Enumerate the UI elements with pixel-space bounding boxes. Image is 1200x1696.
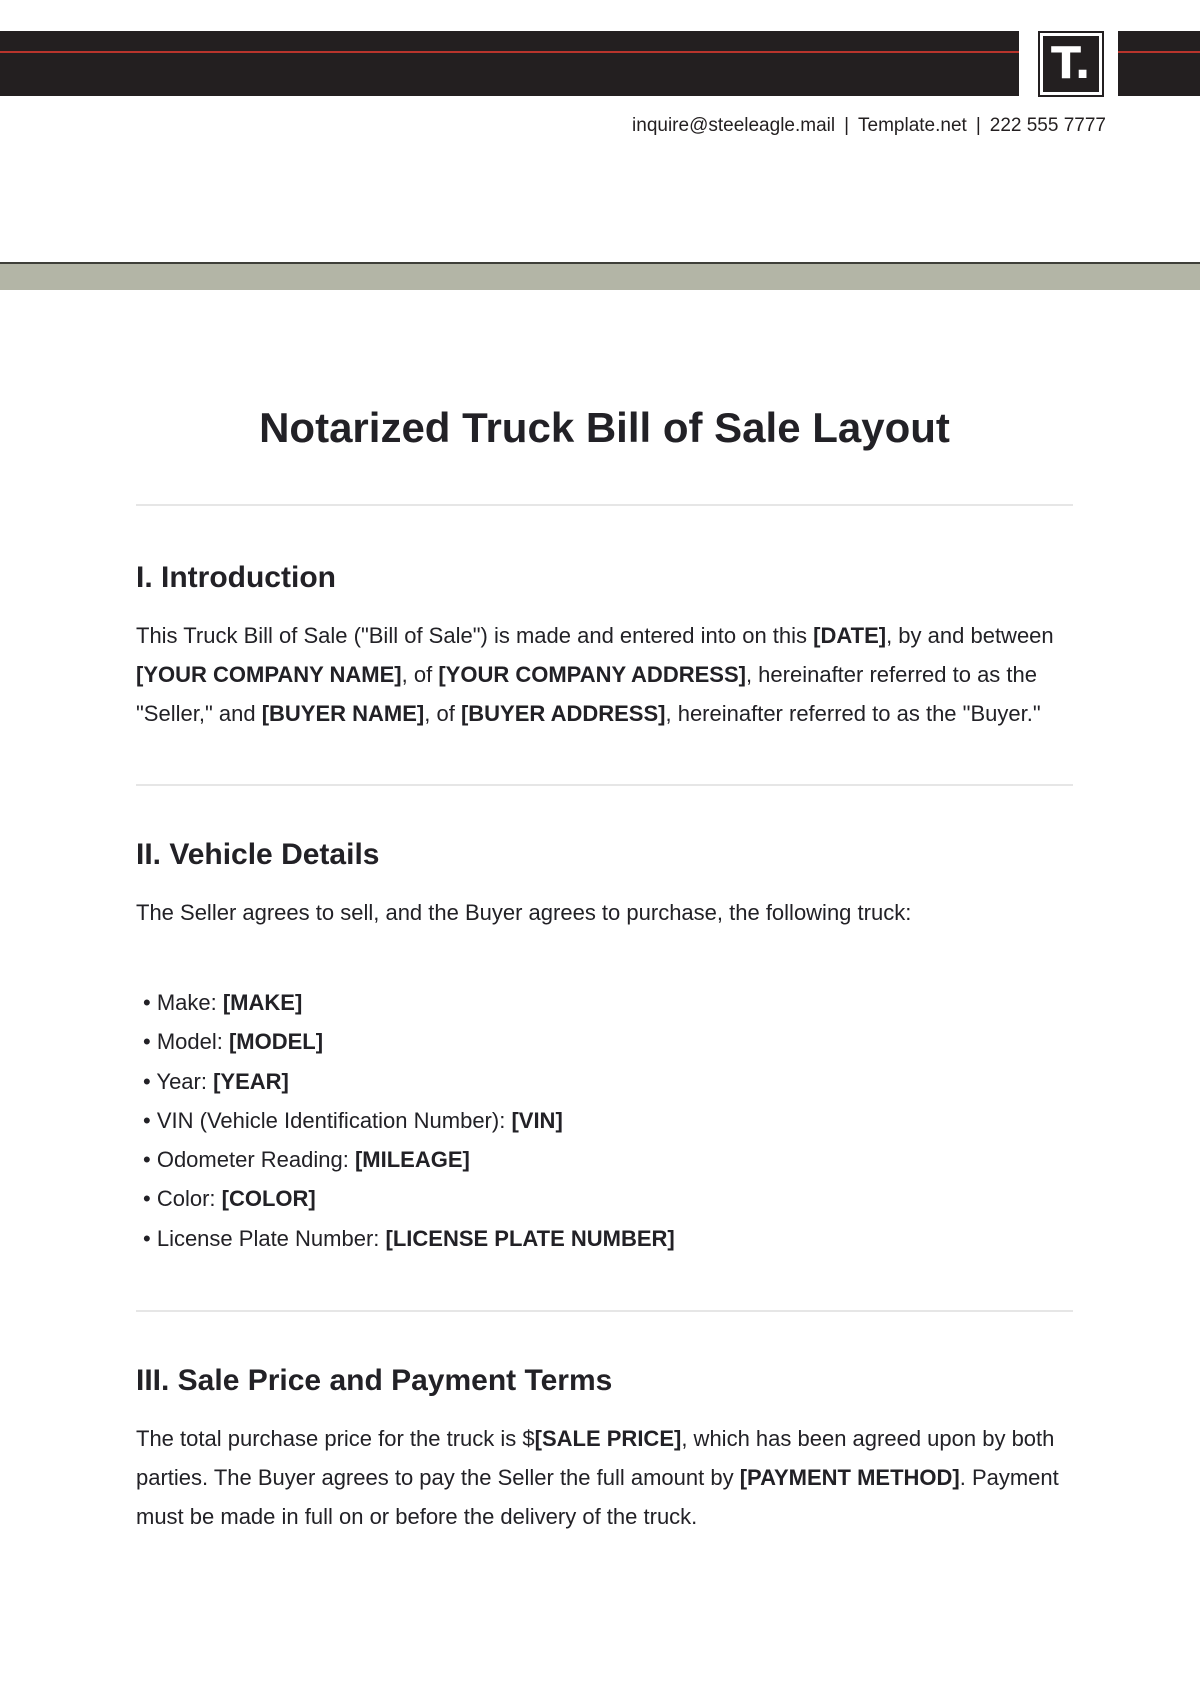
item-label: Model: xyxy=(156,1029,229,1055)
section-vehicle-details xyxy=(136,838,1073,1258)
item-label: Year: xyxy=(156,1068,214,1094)
item-value: [COLOR] xyxy=(221,1186,316,1212)
list-item: • VIN (Vehicle Identification Number): [VIN] xyxy=(143,1107,563,1133)
divider xyxy=(136,784,1073,786)
vehicle-lead: The Seller agrees to sell, and the Buyer agrees to purchase, the following truck: xyxy=(136,900,912,925)
terms-text: , which has been agreed upon by both parties. The Buyer agrees to pay the Seller the full amount by xyxy=(136,1426,1055,1491)
item-value: [MAKE] xyxy=(222,990,303,1015)
contact-website: Template.net xyxy=(858,115,967,136)
placeholder-company-name: [YOUR COMPANY NAME] xyxy=(136,662,402,687)
header-bar-left xyxy=(0,31,1019,96)
placeholder-payment-method: [PAYMENT METHOD] xyxy=(739,1465,960,1491)
item-label: Color: xyxy=(156,1186,222,1212)
document-body xyxy=(136,380,1073,1536)
placeholder-date: [DATE] xyxy=(813,623,887,648)
item-label: License Plate Number: xyxy=(156,1225,386,1251)
placeholder-company-address: [YOUR COMPANY ADDRESS] xyxy=(438,662,746,687)
item-value: [YEAR] xyxy=(213,1068,289,1094)
intro-text: , hereinafter referred to as the "Seller," and xyxy=(136,662,1038,726)
intro-text: , by and between xyxy=(886,623,1054,648)
list-item: • Color: [COLOR] xyxy=(143,1186,316,1212)
intro-text: This Truck Bill of Sale ("Bill of Sale") is made and entered into on this xyxy=(136,623,814,648)
list-item: • Year: [YEAR] xyxy=(143,1068,289,1094)
header-band xyxy=(0,262,1200,290)
item-label: VIN (Vehicle Identification Number): xyxy=(156,1107,512,1133)
vehicle-details-list xyxy=(136,983,1073,1258)
header-bar-right xyxy=(1118,31,1200,96)
section-sale-price xyxy=(136,1364,1073,1536)
list-item: • License Plate Number: [LICENSE PLATE NUMBER] xyxy=(143,1225,675,1251)
section-heading: I. Introduction xyxy=(136,561,336,594)
terms-text: The total purchase price for the truck is $ xyxy=(136,1426,535,1452)
contact-info xyxy=(632,115,1106,137)
divider xyxy=(136,1310,1073,1312)
document-title: Notarized Truck Bill of Sale Layout xyxy=(259,404,950,451)
contact-separator: | xyxy=(844,115,850,136)
item-value: [MODEL] xyxy=(228,1029,324,1055)
placeholder-buyer-name: [BUYER NAME] xyxy=(261,701,425,726)
logo xyxy=(1038,31,1104,97)
logo-mark: T. xyxy=(1043,36,1099,92)
item-value: [LICENSE PLATE NUMBER] xyxy=(385,1225,675,1251)
divider xyxy=(136,504,1073,506)
contact-phone: 222 555 7777 xyxy=(989,115,1106,136)
section-heading: III. Sale Price and Payment Terms xyxy=(136,1364,613,1398)
intro-text: , of xyxy=(401,662,439,687)
terms-text: . Payment must be made in full on or before the delivery of the truck. xyxy=(136,1465,1059,1530)
placeholder-sale-price: [SALE PRICE] xyxy=(534,1426,682,1452)
header-red-stripe-right xyxy=(1118,51,1200,53)
list-item: • Odometer Reading: [MILEAGE] xyxy=(143,1147,470,1173)
intro-text: , of xyxy=(424,701,461,726)
item-label: Odometer Reading: xyxy=(156,1147,355,1173)
item-label: Make: xyxy=(156,990,223,1015)
contact-email: inquire@steeleagle.mail xyxy=(632,115,836,136)
placeholder-buyer-address: [BUYER ADDRESS] xyxy=(460,701,666,726)
section-heading: II. Vehicle Details xyxy=(136,838,380,871)
list-item: • Model: [MODEL] xyxy=(143,1029,324,1055)
intro-paragraph xyxy=(136,616,1073,733)
header-red-stripe xyxy=(0,51,1019,53)
payment-terms-paragraph xyxy=(136,1419,1073,1536)
section-introduction xyxy=(136,561,1073,733)
item-value: [MILEAGE] xyxy=(354,1147,470,1173)
contact-separator: | xyxy=(975,115,981,136)
list-item: • Make: [MAKE] xyxy=(143,990,303,1015)
intro-text: , hereinafter referred to as the "Buyer." xyxy=(665,701,1041,726)
item-value: [VIN] xyxy=(511,1107,563,1133)
